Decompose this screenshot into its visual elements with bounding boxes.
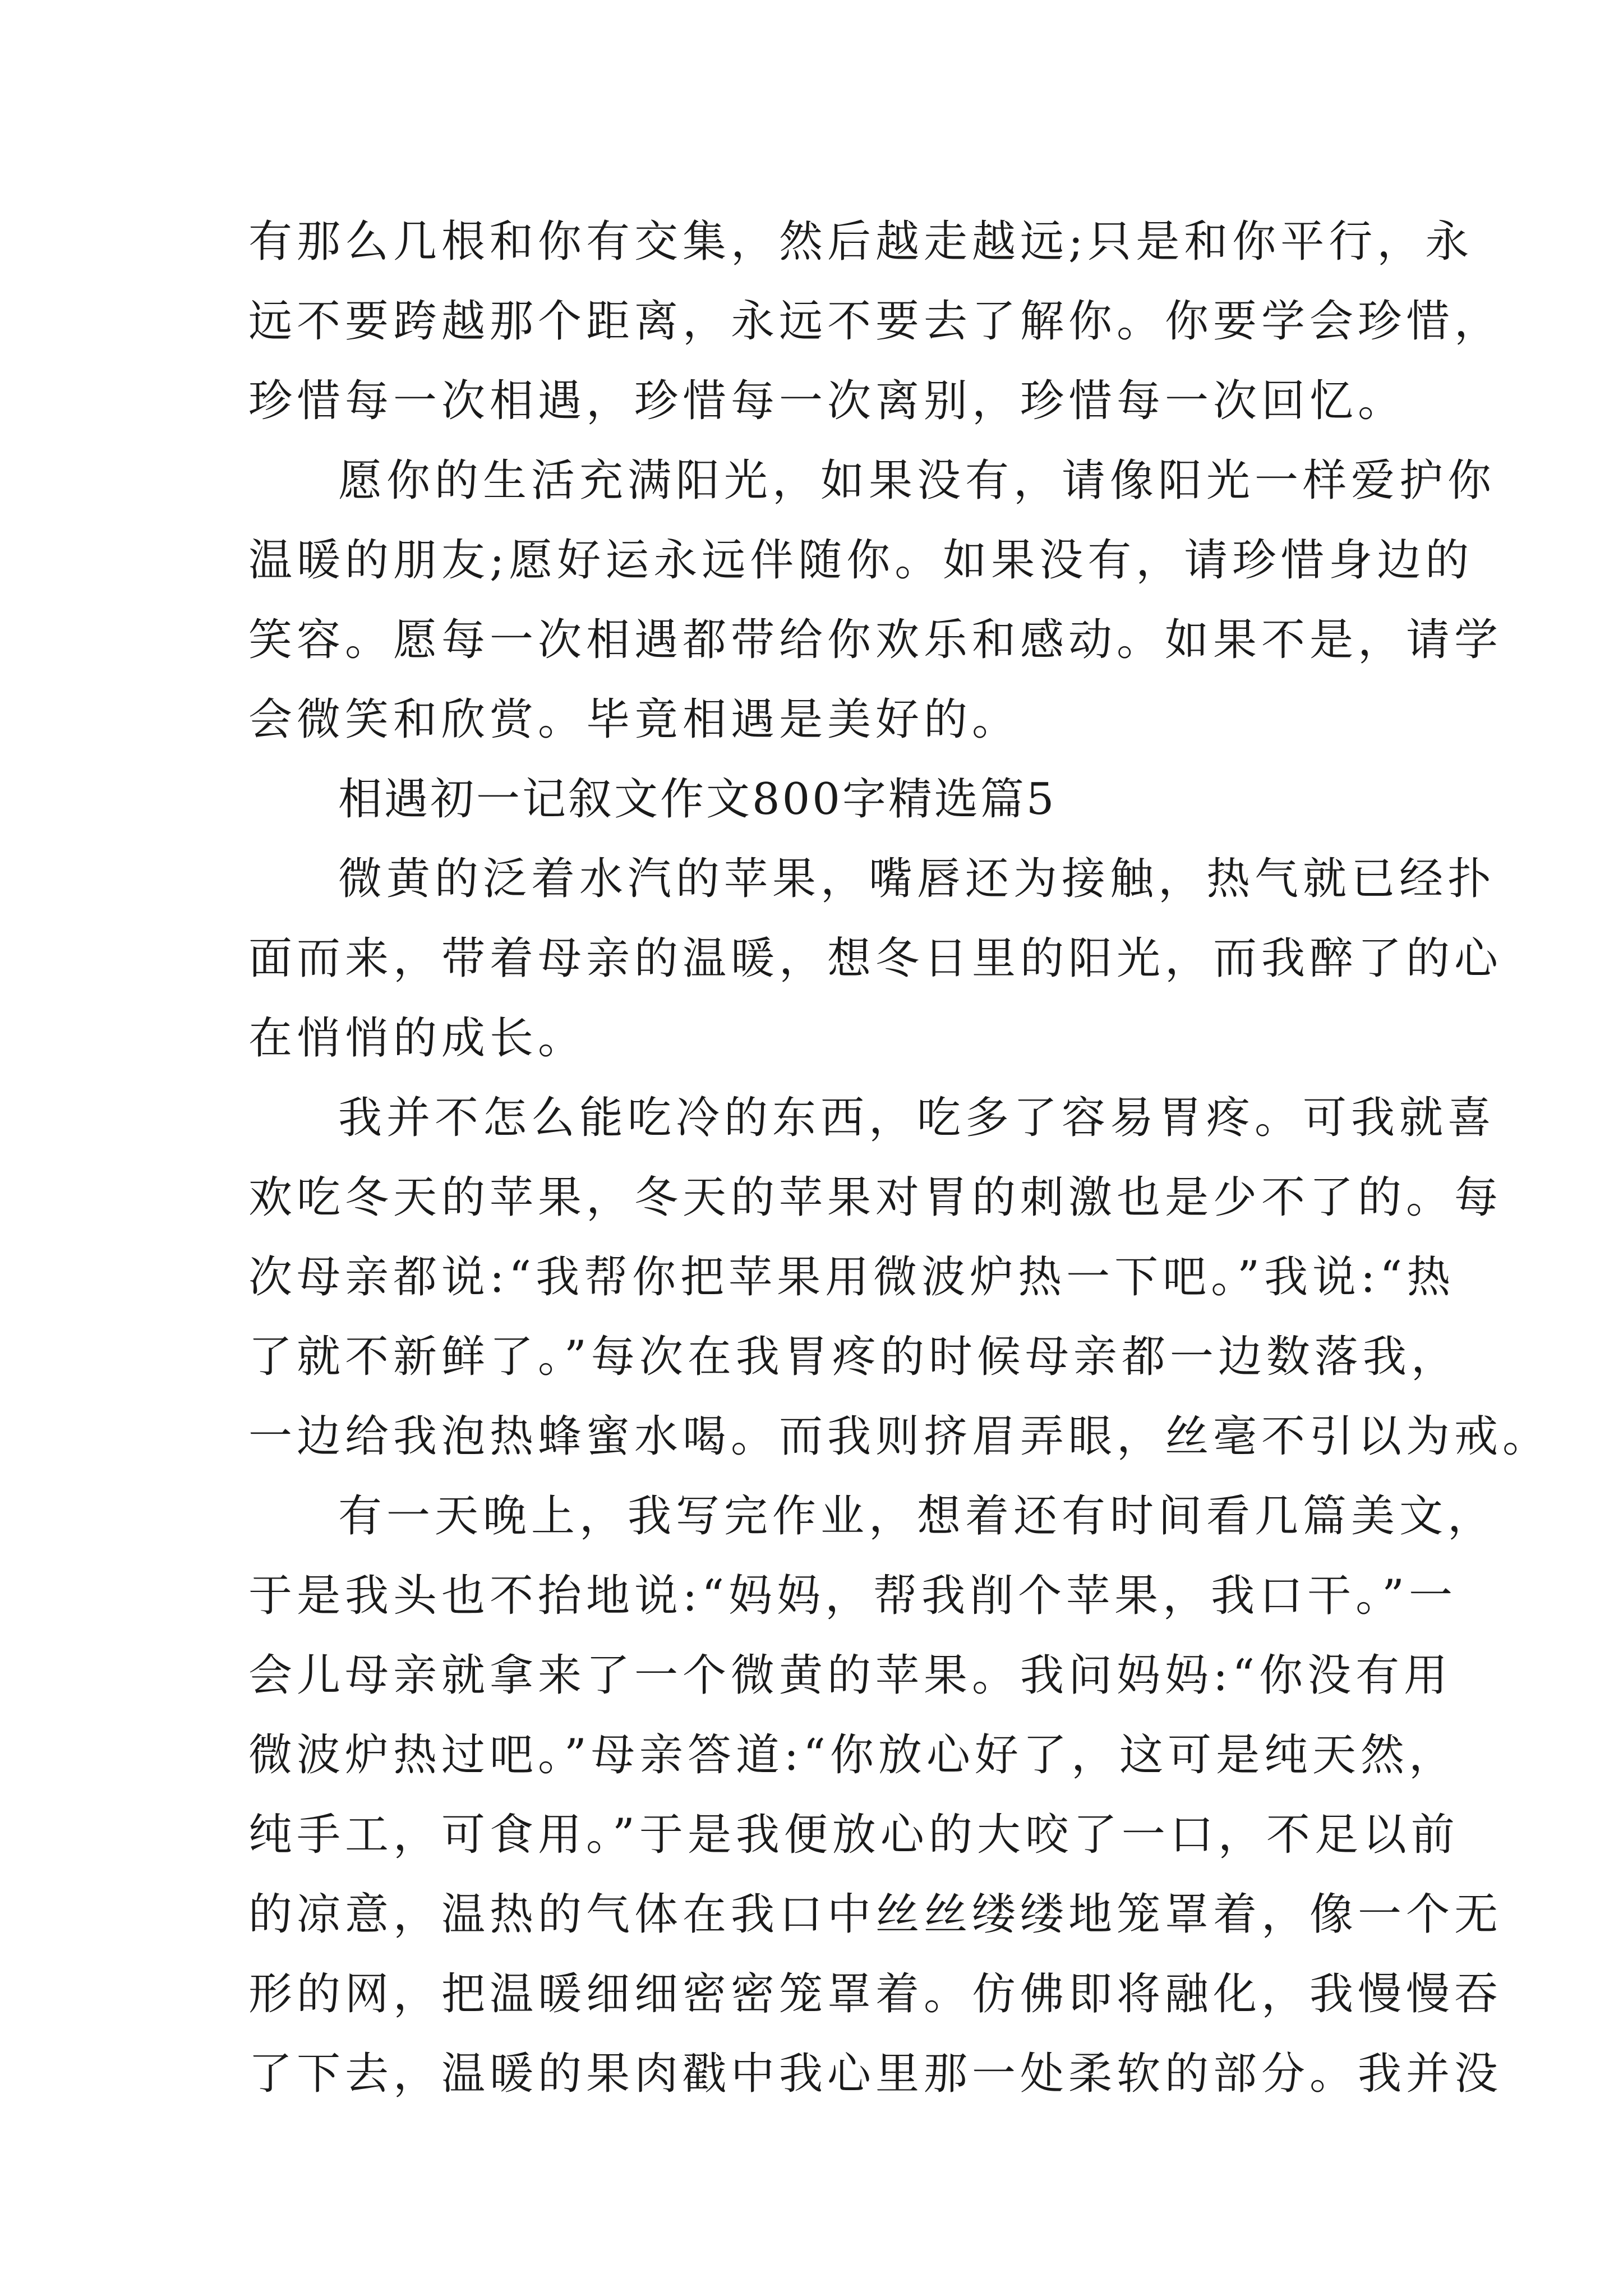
document-body — [248, 202, 1551, 2114]
text-line: 温暖的朋友;愿好运永远伴随你。如果没有，请珍惜身边的 — [248, 535, 1474, 586]
text-line: 于是我头也不抬地说:“妈妈，帮我削个苹果，我口干。”一 — [248, 1571, 1458, 1621]
paragraph-start-line: 愿你的生活充满阳光，如果没有，请像阳光一样爱护你 — [338, 455, 1496, 506]
text-line: 面而来，带着母亲的温暖，想冬日里的阳光，而我醉了的心 — [248, 933, 1503, 984]
text-line: 在悄悄的成长。 — [248, 1013, 587, 1064]
text-line: 会儿母亲就拿来了一个微黄的苹果。我问妈妈:“你没有用 — [248, 1650, 1453, 1701]
text-line: 了就不新鲜了。”每次在我胃疼的时候母亲都一边数落我， — [248, 1332, 1459, 1382]
text-line: 远不要跨越那个距离，永远不要去了解你。你要学会珍惜， — [248, 296, 1503, 347]
text-line: 微波炉热过吧。”母亲答道:“你放心好了，这可是纯天然， — [248, 1730, 1458, 1780]
text-line: 珍惜每一次相遇，珍惜每一次离别，珍惜每一次回忆。 — [248, 376, 1407, 426]
paragraph-start-line: 有一天晚上，我写完作业，想着还有时间看几篇美文， — [338, 1491, 1496, 1542]
text-line: 笑容。愿每一次相遇都带给你欢乐和感动。如果不是，请学 — [248, 615, 1503, 665]
text-line: 有那么几根和你有交集，然后越走越远;只是和你平行，永 — [248, 217, 1474, 267]
text-line: 一边给我泡热蜂蜜水喝。而我则挤眉弄眼，丝毫不引以为戒。 — [248, 1411, 1551, 1462]
text-line: 形的网，把温暖细细密密笼罩着。仿佛即将融化，我慢慢吞 — [248, 1969, 1503, 2019]
text-line: 会微笑和欣赏。毕竟相遇是美好的。 — [248, 694, 1021, 745]
text-line: 欢吃冬天的苹果，冬天的苹果对胃的刺激也是少不了的。每 — [248, 1172, 1503, 1223]
paragraph-start-line: 我并不怎么能吃冷的东西，吃多了容易胃疼。可我就喜 — [338, 1093, 1496, 1143]
text-line: 了下去，温暖的果肉戳中我心里那一处柔软的部分。我并没 — [248, 2049, 1503, 2099]
section-heading: 相遇初一记叙文作文800字精选篇5 — [338, 774, 1057, 825]
text-line: 次母亲都说:“我帮你把苹果用微波炉热一下吧。”我说:“热 — [248, 1252, 1455, 1303]
text-line: 纯手工，可食用。”于是我便放心的大咬了一口，不足以前 — [248, 1810, 1459, 1860]
text-line: 的凉意，温热的气体在我口中丝丝缕缕地笼罩着，像一个无 — [248, 1889, 1503, 1940]
paragraph-start-line: 微黄的泛着水汽的苹果，嘴唇还为接触，热气就已经扑 — [338, 854, 1496, 904]
